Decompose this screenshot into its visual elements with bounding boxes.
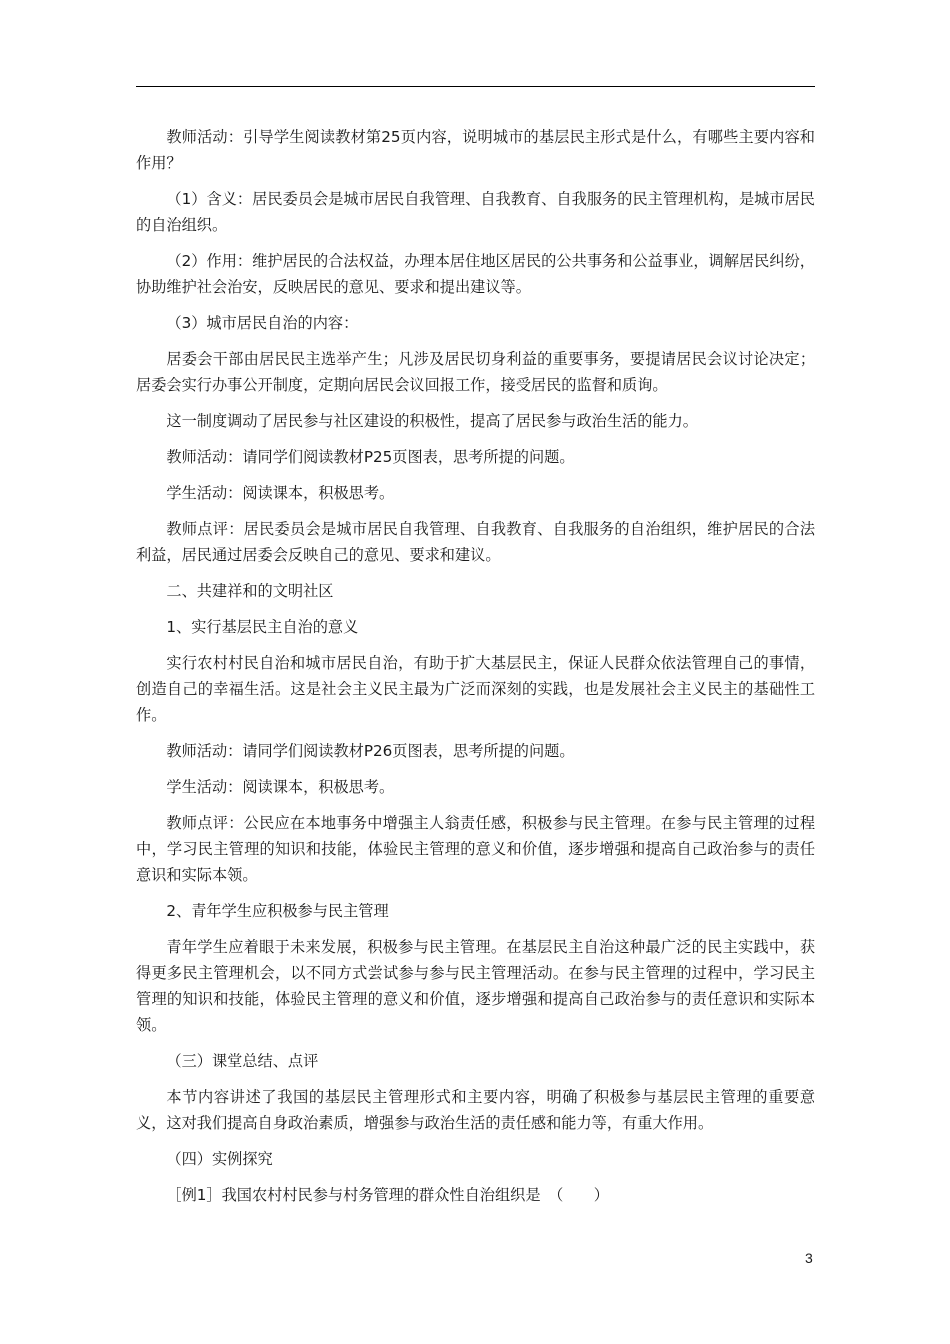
paragraph: （3）城市居民自治的内容： — [166, 314, 359, 332]
paragraph: 学生活动：阅读课本，积极思考。 — [166, 778, 395, 796]
paragraph: 教师点评：居民委员会是城市居民自我管理、自我教育、自我服务的自治组织，维护居民的合法利益，居民通过居委会反映自己的意见、要求和建议。 — [136, 520, 815, 564]
subsection-heading: 1、实行基层民主自治的意义 — [166, 618, 359, 636]
page-number: 3 — [805, 1250, 813, 1266]
paragraph: 这一制度调动了居民参与社区建设的积极性，提高了居民参与政治生活的能力。 — [166, 412, 698, 430]
paragraph: （2）作用：维护居民的合法权益，办理本居住地区居民的公共事务和公益事业，调解居民纠纷，协助维护社会治安，反映居民的意见、要求和提出建议等。 — [136, 252, 815, 296]
paragraph: 青年学生应着眼于未来发展，积极参与民主管理。在基层民主自治这种最广泛的民主实践中，获得更多民主管理机会，以不同方式尝试参与参与民主管理活动。在参与民主管理的过程中，学习民主管理的知识和技能，体验民主管理的意义和价值，逐步增强和提高自己政治参与的责任意识和实际本领。 — [136, 938, 815, 1034]
paragraph: 学生活动：阅读课本，积极思考。 — [166, 484, 395, 502]
paragraph: （1）含义：居民委员会是城市居民自我管理、自我教育、自我服务的民主管理机构，是城市居民的自治组织。 — [136, 190, 815, 234]
paragraph: 教师活动：请同学们阅读教材P26页图表，思考所提的问题。 — [166, 742, 575, 760]
paragraph: 居委会干部由居民民主选举产生；凡涉及居民切身利益的重要事务，要提请居民会议讨论决定；居委会实行办事公开制度，定期向居民会议回报工作，接受居民的监督和质询。 — [136, 350, 815, 394]
paragraph: 教师活动：引导学生阅读教材第25页内容，说明城市的基层民主形式是什么，有哪些主要内容和作用？ — [136, 128, 815, 172]
example-question: ［例1］我国农村村民参与村务管理的群众性自治组织是 （ ） — [166, 1186, 609, 1204]
paragraph: 本节内容讲述了我国的基层民主管理形式和主要内容，明确了积极参与基层民主管理的重要意义，这对我们提高自身政治素质，增强参与政治生活的责任感和能力等，有重大作用。 — [136, 1088, 815, 1132]
paragraph: 实行农村村民自治和城市居民自治，有助于扩大基层民主，保证人民群众依法管理自己的事情，创造自己的幸福生活。这是社会主义民主最为广泛而深刻的实践，也是发展社会主义民主的基础性工作。 — [136, 654, 815, 724]
subsection-heading: 2、青年学生应积极参与民主管理 — [166, 902, 389, 920]
header-rule — [136, 86, 815, 87]
paragraph: 教师活动：请同学们阅读教材P25页图表，思考所提的问题。 — [166, 448, 575, 466]
paragraph: 教师点评：公民应在本地事务中增强主人翁责任感，积极参与民主管理。在参与民主管理的过程中，学习民主管理的知识和技能，体验民主管理的意义和价值，逐步增强和提高自己政治参与的责任意识和实际本领。 — [136, 814, 815, 884]
section-heading: （三）课堂总结、点评 — [166, 1052, 319, 1070]
body-text — [136, 124, 815, 1218]
section-heading: （四）实例探究 — [166, 1150, 273, 1168]
section-heading: 二、共建祥和的文明社区 — [166, 582, 334, 600]
